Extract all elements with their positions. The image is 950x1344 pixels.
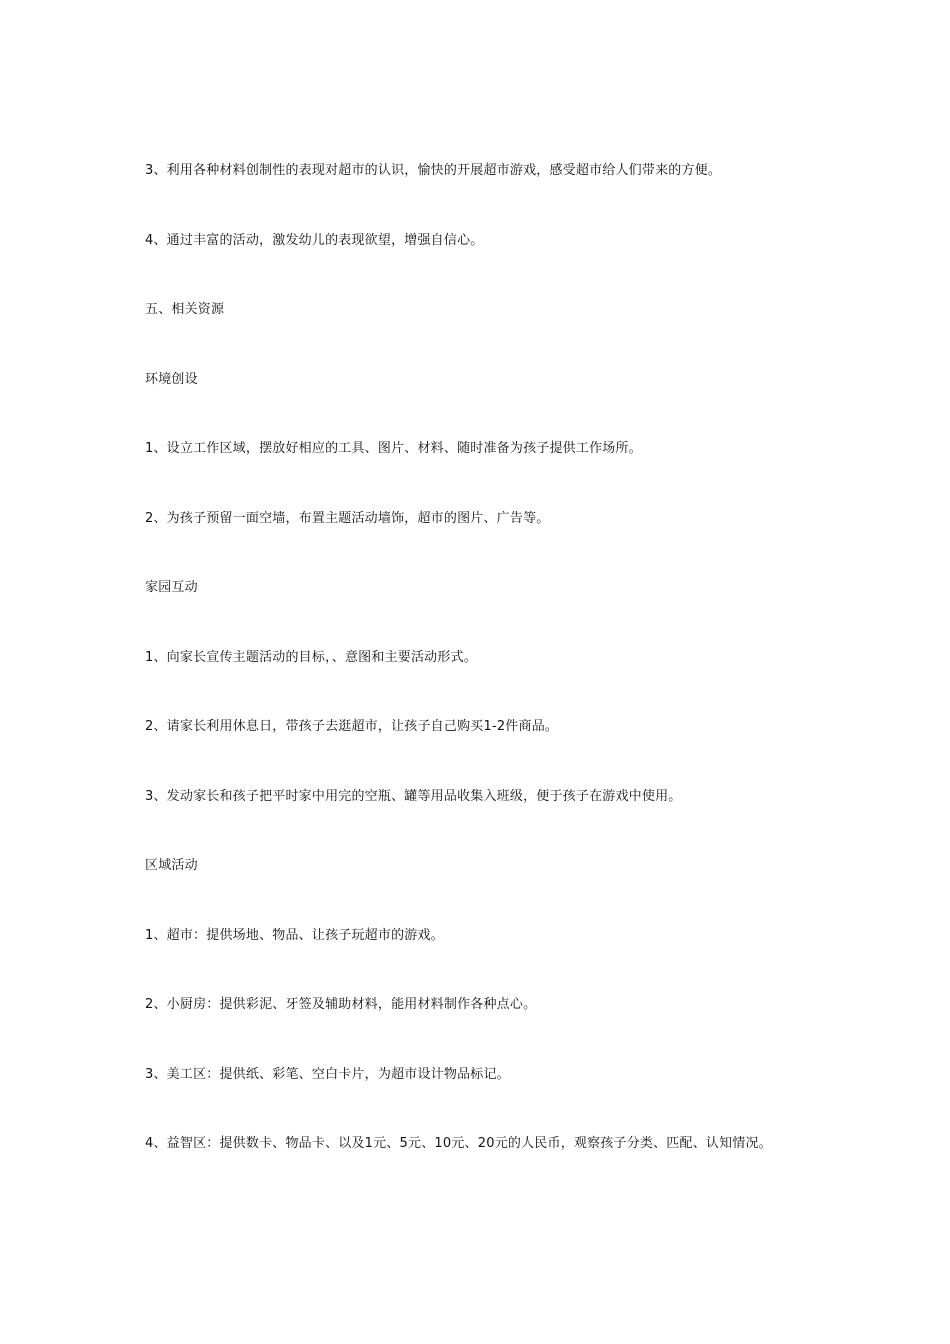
area-item-2: 2、小厨房：提供彩泥、牙签及辅助材料，能用材料制作各种点心。: [145, 997, 537, 1012]
goal-item-3: 3、利用各种材料创制性的表现对超市的认识，愉快的开展超市游戏，感受超市给人们带来的方便。: [145, 163, 722, 178]
home-school-item-3: 3、发动家长和孩子把平时家中用完的空瓶、罐等用品收集入班级，便于孩子在游戏中使用。: [145, 789, 682, 804]
area-item-1: 1、超市：提供场地、物品、让孩子玩超市的游戏。: [145, 928, 444, 943]
environment-item-1: 1、设立工作区域，摆放好相应的工具、图片、材料、随时准备为孩子提供工作场所。: [145, 441, 642, 456]
area-item-3: 3、美工区：提供纸、彩笔、空白卡片，为超市设计物品标记。: [145, 1067, 510, 1082]
goal-item-4: 4、通过丰富的活动，激发幼儿的表现欲望，增强自信心。: [145, 233, 484, 248]
home-school-item-2: 2、请家长利用休息日，带孩子去逛超市，让孩子自己购买1-2件商品。: [145, 719, 559, 734]
subheading-environment: 环境创设: [145, 372, 198, 387]
subheading-area-activities: 区域活动: [145, 858, 198, 873]
environment-item-2: 2、为孩子预留一面空墙，布置主题活动墙饰，超市的图片、广告等。: [145, 511, 550, 526]
subheading-home-school: 家园互动: [145, 580, 198, 595]
section-heading-resources: 五、相关资源: [145, 302, 225, 317]
area-item-4: 4、益智区：提供数卡、物品卡、以及1元、5元、10元、20元的人民币，观察孩子分类、匹配、认知情况。: [145, 1136, 772, 1151]
home-school-item-1: 1、向家长宣传主题活动的目标，、意图和主要活动形式。: [145, 650, 477, 665]
